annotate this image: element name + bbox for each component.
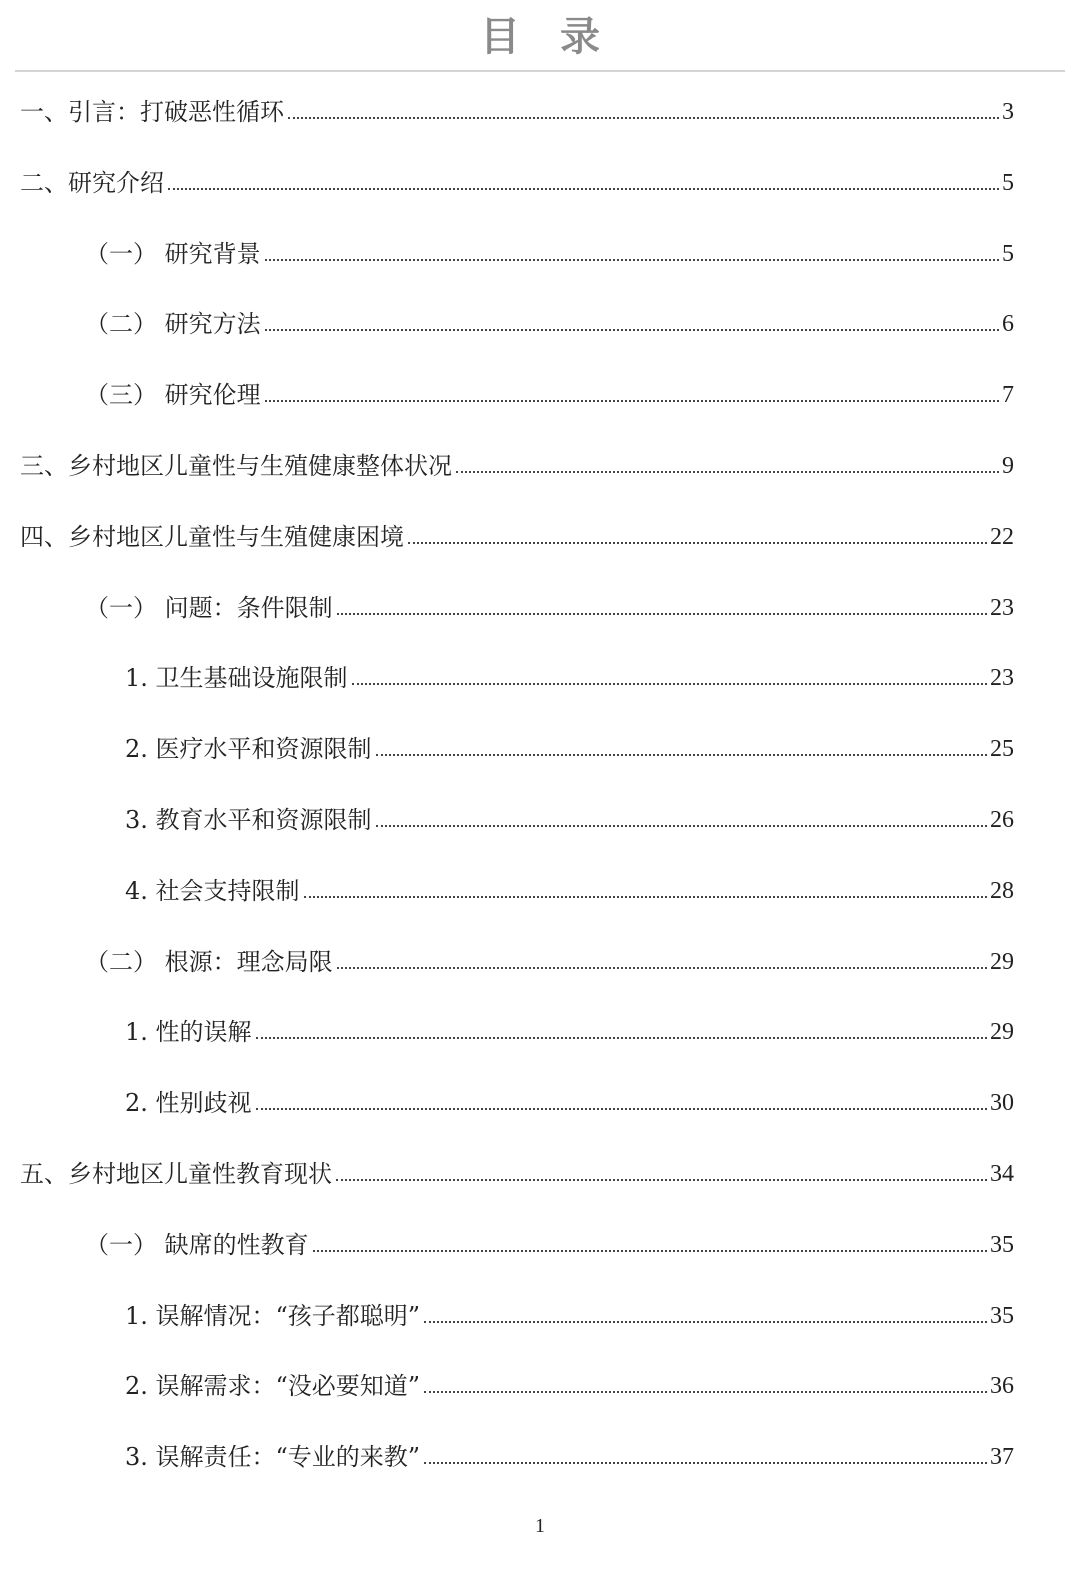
toc-entry-label: 二、研究介绍 bbox=[20, 168, 164, 197]
toc-entry-page: 28 bbox=[990, 877, 1014, 904]
dot-leader bbox=[408, 542, 987, 544]
toc-entry-page: 35 bbox=[990, 1302, 1014, 1329]
toc-entry-label: 3. 误解责任：“专业的来教” bbox=[125, 1443, 421, 1472]
toc-entry[interactable] bbox=[125, 1008, 1014, 1048]
toc-entry-label: （一） 研究背景 bbox=[85, 239, 261, 268]
dot-leader bbox=[313, 1250, 987, 1252]
toc-entry-label: 2. 性别歧视 bbox=[125, 1089, 252, 1118]
toc-entry-label: （三） 研究伦理 bbox=[85, 381, 261, 410]
toc-entry-page: 23 bbox=[990, 665, 1014, 692]
dot-leader bbox=[424, 1462, 987, 1464]
toc-entry[interactable] bbox=[85, 584, 1014, 624]
toc-entry-label: 2. 医疗水平和资源限制 bbox=[125, 735, 372, 764]
toc-entry-page: 23 bbox=[990, 594, 1014, 621]
toc-entry[interactable] bbox=[125, 1433, 1014, 1473]
dot-leader bbox=[352, 683, 987, 685]
toc-entry-label: 1. 性的误解 bbox=[125, 1018, 252, 1047]
toc-entry-page: 36 bbox=[990, 1373, 1014, 1400]
dot-leader bbox=[337, 967, 987, 969]
toc-entry[interactable] bbox=[20, 159, 1014, 199]
toc-entry-label: 五、乡村地区儿童性教育现状 bbox=[20, 1160, 332, 1188]
dot-leader bbox=[265, 329, 999, 331]
toc-entry-page: 29 bbox=[990, 948, 1014, 975]
dot-leader bbox=[337, 613, 987, 615]
title-divider bbox=[15, 70, 1065, 72]
dot-leader bbox=[256, 1037, 987, 1039]
toc-entry[interactable] bbox=[125, 867, 1014, 907]
toc-entry-label: 三、乡村地区儿童性与生殖健康整体状况 bbox=[20, 452, 452, 480]
toc-entry-label: 一、引言：打破恶性循环 bbox=[20, 98, 284, 126]
toc-entry-label: 2. 误解需求：“没必要知道” bbox=[125, 1372, 421, 1401]
dot-leader bbox=[256, 1108, 987, 1110]
toc-entry-label: 3. 教育水平和资源限制 bbox=[125, 806, 372, 834]
toc-entry-page: 3 bbox=[1002, 99, 1014, 125]
toc-entry[interactable] bbox=[85, 938, 1014, 978]
dot-leader bbox=[304, 896, 987, 898]
toc-entry-page: 30 bbox=[990, 1090, 1014, 1117]
toc-entry[interactable] bbox=[125, 1292, 1014, 1332]
page-number: 1 bbox=[535, 1515, 545, 1537]
dot-leader bbox=[376, 825, 987, 827]
toc-entry-page: 25 bbox=[990, 736, 1014, 763]
toc-title: 目录 bbox=[480, 14, 640, 60]
toc-entry-page: 5 bbox=[1002, 169, 1014, 196]
dot-leader bbox=[288, 117, 999, 119]
toc-entry-label: 1. 卫生基础设施限制 bbox=[125, 664, 348, 693]
toc-entry-label: 4. 社会支持限制 bbox=[125, 876, 300, 905]
dot-leader bbox=[376, 754, 987, 756]
toc-entry[interactable] bbox=[85, 371, 1014, 411]
toc-entry[interactable] bbox=[125, 654, 1014, 694]
toc-entry-label: （二） 研究方法 bbox=[85, 310, 261, 339]
dot-leader bbox=[265, 400, 999, 402]
toc-entry-page: 35 bbox=[990, 1231, 1014, 1258]
dot-leader bbox=[424, 1321, 987, 1323]
toc-entry[interactable] bbox=[85, 230, 1014, 270]
toc-entry[interactable] bbox=[20, 513, 1014, 553]
toc-entry[interactable] bbox=[125, 725, 1014, 765]
toc-entry[interactable] bbox=[85, 300, 1014, 340]
dot-leader bbox=[265, 259, 999, 261]
toc-entry-label: 四、乡村地区儿童性与生殖健康困境 bbox=[20, 522, 404, 551]
toc-entry[interactable] bbox=[20, 1150, 1014, 1190]
toc-entry-page: 22 bbox=[990, 523, 1014, 550]
toc-entry[interactable] bbox=[85, 1221, 1014, 1261]
toc-entry-page: 34 bbox=[990, 1161, 1014, 1187]
toc-entry-page: 5 bbox=[1002, 240, 1014, 267]
dot-leader bbox=[168, 188, 999, 190]
toc-entry[interactable] bbox=[20, 88, 1014, 128]
toc-entry-page: 7 bbox=[1002, 382, 1014, 409]
toc-entry-page: 37 bbox=[990, 1444, 1014, 1471]
toc-entry-label: （一） 缺席的性教育 bbox=[85, 1230, 309, 1259]
toc-entry-label: （二） 根源：理念局限 bbox=[85, 947, 333, 976]
toc-entry-label: （一） 问题：条件限制 bbox=[85, 593, 333, 622]
toc-entry[interactable] bbox=[125, 796, 1014, 836]
toc-entry[interactable] bbox=[20, 442, 1014, 482]
dot-leader bbox=[336, 1179, 987, 1181]
toc-entry-page: 26 bbox=[990, 807, 1014, 833]
toc-entry[interactable] bbox=[125, 1362, 1014, 1402]
toc-entry-page: 6 bbox=[1002, 311, 1014, 338]
dot-leader bbox=[456, 471, 999, 473]
dot-leader bbox=[424, 1391, 987, 1393]
toc-entry-page: 29 bbox=[990, 1019, 1014, 1046]
toc-entry-label: 1. 误解情况：“孩子都聪明” bbox=[125, 1301, 421, 1330]
toc-entry-page: 9 bbox=[1002, 453, 1014, 479]
toc-entry[interactable] bbox=[125, 1079, 1014, 1119]
